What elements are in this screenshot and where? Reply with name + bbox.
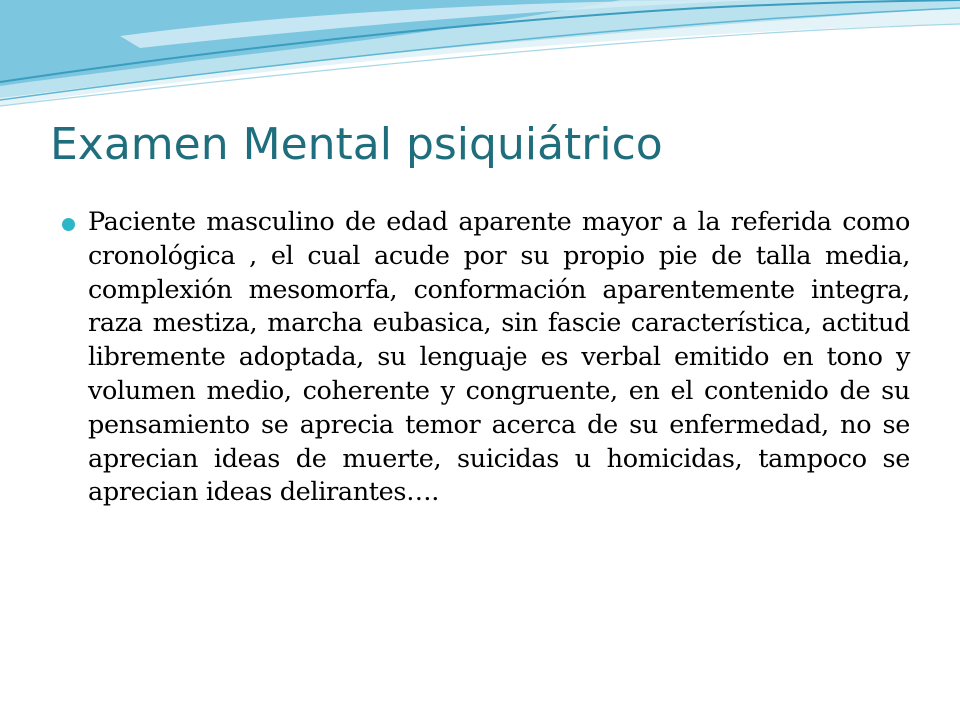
slide-content	[62, 206, 910, 510]
slide-title: Examen Mental psiquiátrico	[50, 119, 663, 170]
bullet-item	[62, 206, 910, 510]
bullet-text: Paciente masculino de edad aparente mayor a la referida como cronológica , el cual acude por su propio pie de talla media, complexión mesomorfa, conformación aparentemente integra, raza mestiza, marcha eubasica, sin fascie característica, actitud libremente adoptada, su lenguaje es verbal emitido en tono y volumen medio, coherente y congruente, en el contenido de su pensamiento se aprecia temor acerca de su enfermedad, no se aprecian ideas de muerte, suicidas u homicidas, tampoco se aprecian ideas delirantes….	[88, 207, 910, 508]
header-wave-decoration	[0, 0, 960, 130]
bullet-dot-icon	[62, 218, 75, 231]
